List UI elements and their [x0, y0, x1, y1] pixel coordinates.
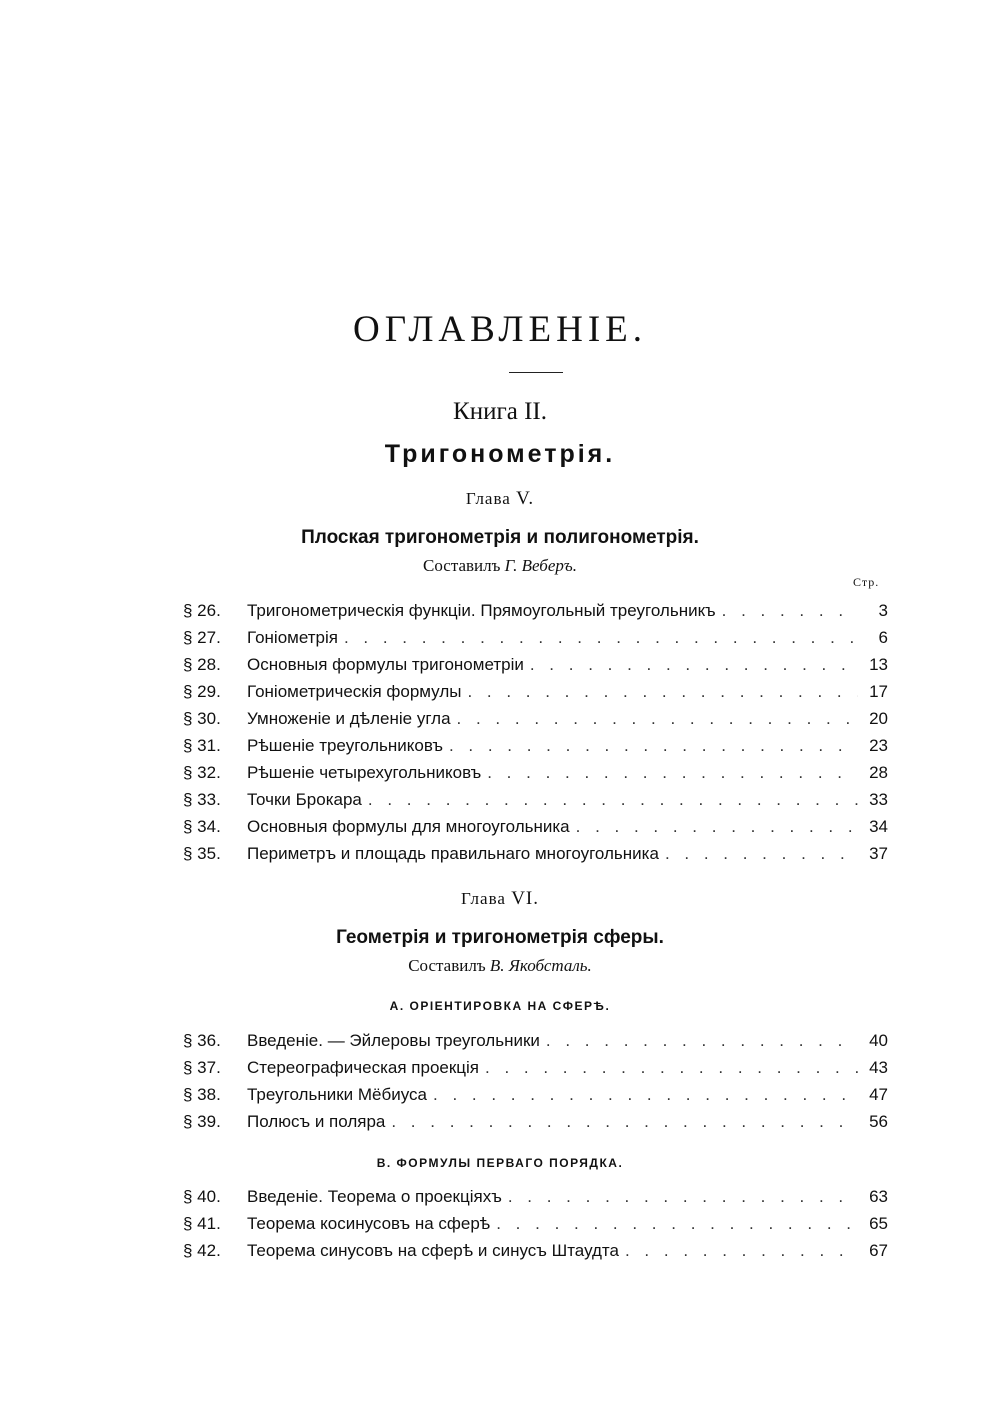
toc-list-part-a [183, 1027, 888, 1135]
section-title: Треугольники Мёбиуса [247, 1085, 427, 1104]
chapter-prefix: Глава [465, 489, 511, 508]
section-title: Основныя формулы для многоугольника [247, 817, 570, 836]
leader-dots [467, 678, 858, 705]
compiler-name: В. Якобсталь. [489, 956, 592, 975]
toc-entry[interactable] [183, 1237, 888, 1264]
leader-dots [496, 1210, 858, 1237]
page-number: 13 [869, 655, 888, 674]
leader-dots [485, 1054, 858, 1081]
chapter-label [0, 888, 1000, 910]
leader-dots [487, 759, 858, 786]
section-title: Введеніе. — Эйлеровы треугольники [247, 1031, 540, 1050]
section-number: § 37. [183, 1058, 221, 1077]
leader-dots [625, 1237, 858, 1264]
toc-entry[interactable] [183, 1108, 888, 1135]
toc-list-ch5 [183, 597, 888, 867]
leader-dots [449, 732, 858, 759]
toc-entry[interactable] [183, 1027, 888, 1054]
section-title: Умноженіе и дѣленіе угла [247, 709, 451, 728]
leader-dots [508, 1183, 858, 1210]
section-title: Гоніометрія [247, 628, 338, 647]
section-number: § 39. [183, 1112, 221, 1131]
section-number: § 30. [183, 709, 221, 728]
leader-dots [457, 705, 858, 732]
chapter-prefix: Глава [461, 889, 506, 908]
section-number: § 33. [183, 790, 221, 809]
section-number: § 35. [183, 844, 221, 863]
section-title: Гоніометрическія формулы [247, 682, 462, 701]
leader-dots [665, 840, 858, 867]
page-number: 65 [869, 1214, 888, 1233]
toc-list-part-b [183, 1183, 888, 1264]
leader-dots [344, 624, 858, 651]
section-number: § 34. [183, 817, 221, 836]
compiler-label: Составилъ [423, 556, 501, 575]
section-title: Стереографическая проекція [247, 1058, 480, 1077]
page-column-label: Стр. [853, 575, 880, 589]
section-number: § 32. [183, 763, 221, 782]
section-title: Тригонометрическія функціи. Прямоугольный треугольникъ [247, 601, 716, 620]
leader-dots [546, 1027, 858, 1054]
chapter-title: Плоская тригонометрія и полигонометрія. [301, 527, 699, 548]
section-number: § 38. [183, 1085, 221, 1104]
toc-entry[interactable] [183, 678, 888, 705]
section-title: Основныя формулы тригонометріи [247, 655, 524, 674]
toc-entry[interactable] [183, 1081, 888, 1108]
chapter-compiler [0, 956, 1000, 976]
page-title: ОГЛАВЛЕНІЕ. [352, 309, 647, 350]
compiler-name: Г. Веберъ. [504, 556, 577, 575]
section-title: Рѣшеніе четырехугольниковъ [247, 763, 482, 782]
toc-entry[interactable] [183, 651, 888, 678]
section-number: § 26. [183, 601, 221, 620]
section-title: Точки Брокара [247, 790, 362, 809]
part-heading: А. ОРІЕНТИРОВКА НА СФЕРѢ. [389, 999, 611, 1013]
section-title: Теорема синусовъ на сферѣ и синусъ Штаудта [247, 1241, 619, 1260]
toc-entry[interactable] [183, 759, 888, 786]
chapter-compiler [0, 556, 1000, 576]
chapter-number: V. [516, 488, 535, 509]
title-divider [509, 372, 563, 373]
toc-entry[interactable] [183, 705, 888, 732]
section-number: § 40. [183, 1187, 221, 1206]
leader-dots [530, 651, 858, 678]
section-number: § 42. [183, 1241, 221, 1260]
compiler-label: Составилъ [408, 956, 486, 975]
toc-entry[interactable] [183, 1183, 888, 1210]
toc-entry[interactable] [183, 786, 888, 813]
section-number: § 28. [183, 655, 221, 674]
section-title: Полюсъ и поляра [247, 1112, 386, 1131]
section-number: § 31. [183, 736, 221, 755]
toc-entry[interactable] [183, 813, 888, 840]
page-number: 34 [869, 817, 888, 836]
leader-dots [433, 1081, 858, 1108]
page-number: 23 [869, 736, 888, 755]
section-title: Введеніе. Теорема о проекціяхъ [247, 1187, 502, 1206]
section-title: Теорема косинусовъ на сферѣ [247, 1214, 491, 1233]
page-number: 3 [878, 601, 888, 620]
chapter-label [0, 488, 1000, 510]
toc-entry[interactable] [183, 1054, 888, 1081]
page-number: 56 [869, 1112, 888, 1131]
toc-entry[interactable] [183, 840, 888, 867]
page-number: 37 [869, 844, 888, 863]
page-number: 67 [869, 1241, 888, 1260]
page-number: 40 [869, 1031, 888, 1050]
leader-dots [391, 1108, 858, 1135]
page-number: 33 [869, 790, 888, 809]
chapter-title: Геометрія и тригонометрія сферы. [336, 927, 664, 948]
leader-dots [722, 597, 858, 624]
leader-dots [368, 786, 858, 813]
page-number: 17 [869, 682, 888, 701]
section-number: § 36. [183, 1031, 221, 1050]
leader-dots [576, 813, 858, 840]
page-number: 63 [869, 1187, 888, 1206]
page-number: 47 [869, 1085, 888, 1104]
chapter-number: VI. [511, 888, 539, 909]
section-title: Периметръ и площадь правильнаго многоугольника [247, 844, 659, 863]
section-number: § 27. [183, 628, 221, 647]
book-heading: Книга II. [453, 398, 547, 425]
section-number: § 41. [183, 1214, 221, 1233]
toc-entry[interactable] [183, 732, 888, 759]
page-number: 43 [869, 1058, 888, 1077]
section-title: Рѣшеніе треугольниковъ [247, 736, 443, 755]
section-number: § 29. [183, 682, 221, 701]
page-number: 28 [869, 763, 888, 782]
toc-entry[interactable] [183, 597, 888, 624]
toc-entry[interactable] [183, 624, 888, 651]
toc-entry[interactable] [183, 1210, 888, 1237]
part-heading: В. ФОРМУЛЫ ПЕРВАГО ПОРЯДКА. [376, 1156, 624, 1170]
page-number: 6 [878, 628, 888, 647]
subject-heading: Тригонометрія. [384, 440, 616, 468]
page-number: 20 [869, 709, 888, 728]
